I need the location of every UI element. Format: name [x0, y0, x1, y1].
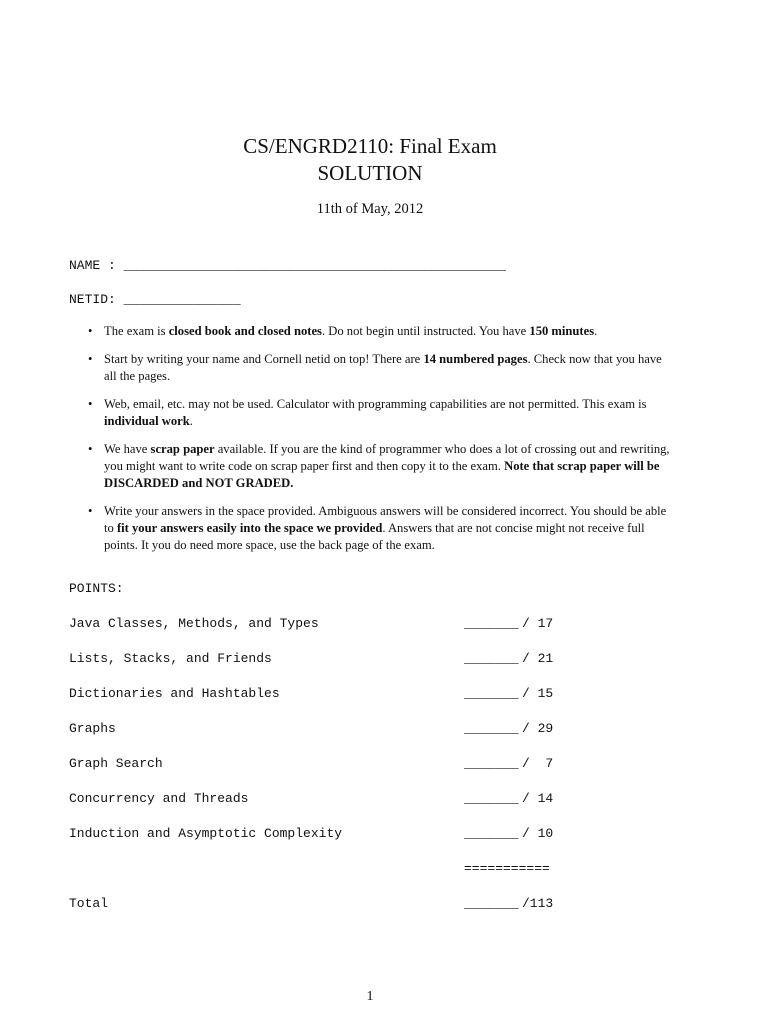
instruction-text: Write your answers in the space provided. Ambiguous answers will be considered incorrect. You should be able to [104, 504, 667, 535]
points-max: / 10 [522, 826, 554, 841]
points-max: / 7 [522, 756, 554, 771]
points-max: / 29 [522, 721, 554, 736]
instruction-bold-text: closed book and closed notes [168, 324, 322, 338]
instructions-list [86, 323, 676, 565]
points-max: / 17 [522, 616, 554, 631]
points-max: /113 [522, 896, 554, 911]
name-field [69, 258, 506, 273]
points-score-blank: _______ [464, 826, 519, 841]
points-row [69, 686, 559, 704]
points-topic: Dictionaries and Hashtables [69, 686, 280, 701]
points-score-blank: _______ [464, 721, 519, 736]
netid-field [69, 292, 241, 307]
points-label: POINTS: [69, 581, 124, 596]
instruction-text: The exam is [104, 324, 169, 338]
points-row [69, 756, 559, 774]
points-topic: Induction and Asymptotic Complexity [69, 826, 343, 841]
instruction-text: available. If you are the kind of programmer who does a lot of crossing out and rewriting, you might want to write code on scrap paper first and then copy it to the exam. [104, 442, 670, 473]
points-separator: =========== [464, 861, 550, 876]
points-total-row [69, 896, 559, 914]
points-topic: Total [69, 896, 109, 911]
instruction-item [86, 323, 676, 340]
instruction-text: Web, email, etc. may not be used. Calculator with programming capabilities are not permitted. This exam is [104, 397, 647, 411]
instruction-item [86, 503, 676, 554]
exam-title: CS/ENGRD2110: Final Exam [243, 134, 497, 158]
instruction-bold-text: fit your answers easily into the space we provided [116, 521, 383, 535]
points-score-blank: _______ [464, 616, 519, 631]
netid-blank: _______________ [123, 292, 241, 307]
points-max: / 21 [522, 651, 554, 666]
points-row [69, 826, 559, 844]
points-row [69, 791, 559, 809]
netid-label: NETID: [69, 292, 124, 307]
points-max: / 15 [522, 686, 554, 701]
points-score-blank: _______ [464, 686, 519, 701]
points-topic: Graph Search [69, 756, 163, 771]
instruction-item [86, 351, 676, 385]
instruction-bold-text: scrap paper [150, 442, 215, 456]
page-number: 1 [366, 989, 374, 1004]
instruction-bold-text: individual work [104, 414, 190, 428]
instruction-text: . [594, 324, 598, 338]
points-score-blank: _______ [464, 756, 519, 771]
instruction-text: . Answers that are not concise might not receive full points. It you do need more space, use the back page of the exam. [104, 521, 645, 552]
name-label: NAME : [69, 258, 124, 273]
exam-date: 11th of May, 2012 [316, 201, 424, 217]
points-score-blank: _______ [464, 896, 519, 911]
instruction-text: . [189, 414, 193, 428]
instruction-text: Start by writing your name and Cornell netid on top! There are [104, 352, 424, 366]
instruction-text: . Do not begin until instructed. You have [321, 324, 530, 338]
instruction-item [86, 396, 676, 430]
points-row [69, 616, 559, 634]
instruction-text: . Check now that you have all the pages. [104, 352, 662, 383]
instruction-bold-text: Note that scrap paper will be DISCARDED and NOT GRADED. [104, 459, 660, 490]
points-topic: Graphs [69, 721, 116, 736]
points-score-blank: _______ [464, 651, 519, 666]
points-row [69, 721, 559, 739]
name-blank: _________________________________________________ [123, 258, 506, 273]
points-score-blank: _______ [464, 791, 519, 806]
points-topic: Lists, Stacks, and Friends [69, 651, 272, 666]
points-row [69, 651, 559, 669]
instruction-item [86, 441, 676, 492]
points-topic: Java Classes, Methods, and Types [69, 616, 319, 631]
instruction-bold-text: 150 minutes [529, 324, 595, 338]
instruction-text: We have [104, 442, 151, 456]
points-max: / 14 [522, 791, 554, 806]
points-topic: Concurrency and Threads [69, 791, 249, 806]
instruction-bold-text: 14 numbered pages [423, 352, 528, 366]
exam-subtitle: SOLUTION [317, 161, 423, 185]
